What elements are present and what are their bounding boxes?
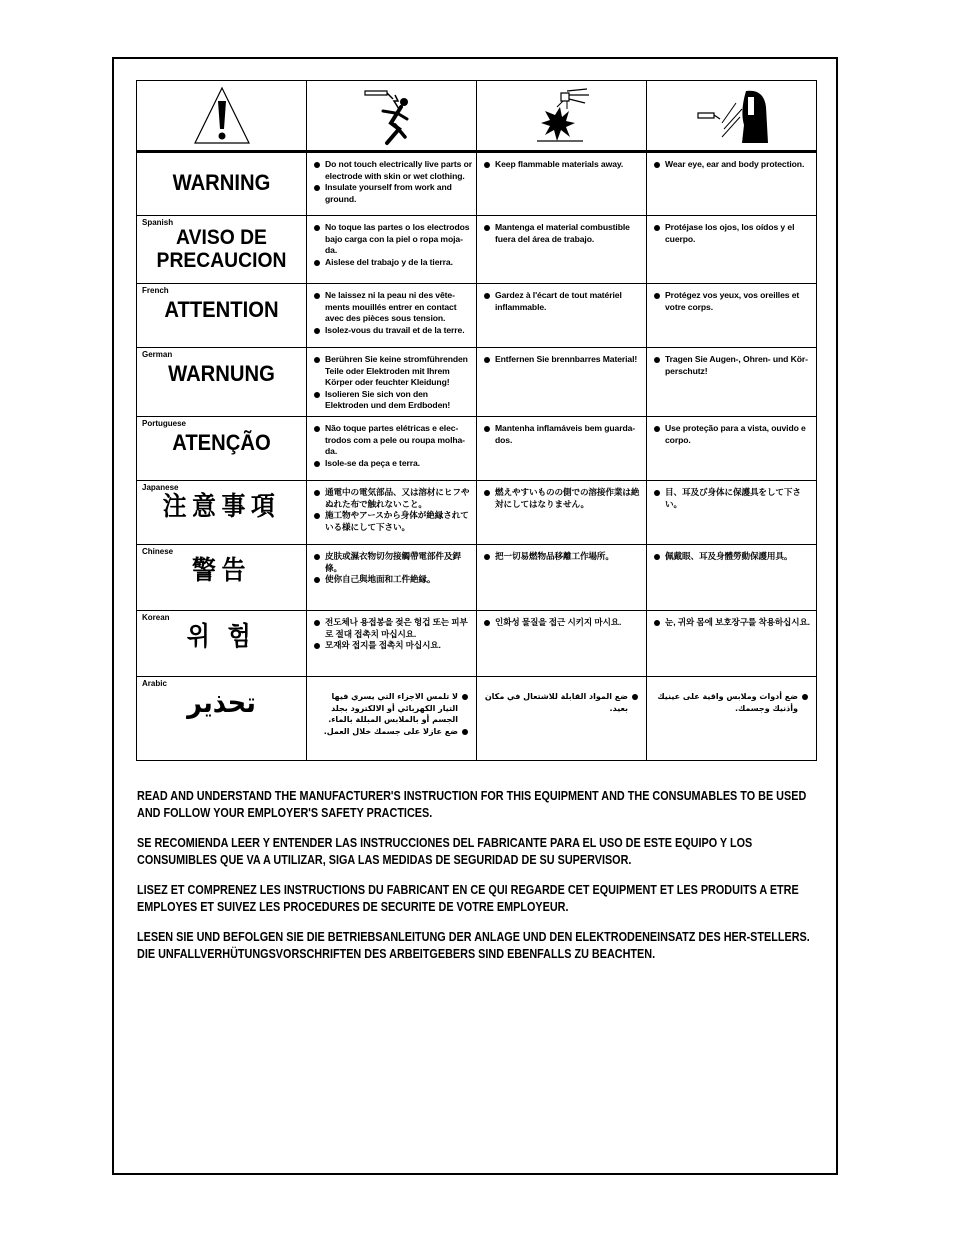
- bullet-list: [477, 545, 646, 567]
- bullet-item: Mantenga el material combustible fuera del área de trabajo.: [483, 222, 642, 245]
- protection-warning-cell: [647, 152, 817, 216]
- shock-warning-cell: [307, 216, 477, 284]
- warning-row: [137, 480, 817, 544]
- warning-row: [137, 676, 817, 760]
- bullet-item: 目、耳及び身体に保護具をして下さい。: [653, 487, 812, 510]
- bullet-list: [477, 284, 646, 317]
- warning-title: ATENÇÃO: [172, 429, 271, 455]
- bullet-list: [647, 284, 816, 317]
- title-cell: [137, 284, 307, 348]
- bullet-item: ضع عازلا على جسمك خلال العمل.: [311, 726, 468, 738]
- instruction-paragraph: SE RECOMIENDA LEER Y ENTENDER LAS INSTRUCCIONES DEL FABRICANTE PARA EL USO DE ESTE EQUIPO Y LOS CONSUMIBLES QUE VA A UTILIZAR, SIGA LAS MEDIDAS DE SEGURIDAD DE SU SUPERVISOR.: [137, 836, 753, 867]
- fire-explosion-cell: [477, 81, 647, 152]
- bullet-item: Tragen Sie Augen-, Ohren- und Kör-perschutz!: [653, 354, 812, 377]
- warning-row: [137, 216, 817, 284]
- bullet-list: [647, 216, 816, 249]
- bullet-item: Isole-se da peça e terra.: [313, 458, 472, 470]
- bullet-item: 通電中の電気部品、又は溶材にヒフやぬれた布で触れないこと。: [313, 487, 472, 510]
- fire-warning-cell: [477, 216, 647, 284]
- bullet-list: [307, 677, 476, 741]
- warning-row: [137, 152, 817, 216]
- protection-warning-cell: [647, 216, 817, 284]
- bullet-item: 인화성 물질을 접근 시키지 마시요.: [483, 617, 642, 629]
- bullet-item: 눈, 귀와 몸에 보호장구를 착용하십시요.: [653, 617, 812, 629]
- fire-warning-cell: [477, 480, 647, 544]
- bullet-list: [647, 348, 816, 381]
- fire-warning-cell: [477, 544, 647, 610]
- language-label: Korean: [142, 612, 170, 622]
- shock-warning-cell: [307, 676, 477, 760]
- bullet-item: Não toque partes elétricas e elec-trodos com a pele ou roupa molha-da.: [313, 423, 472, 458]
- bullet-list: [307, 216, 476, 272]
- bullet-item: 皮肤或濕衣物切勿接觸帶電部件及銲條。: [313, 551, 472, 574]
- title-cell: [137, 480, 307, 544]
- shock-warning-cell: [307, 544, 477, 610]
- language-label: French: [142, 286, 169, 295]
- bullet-list: [307, 153, 476, 209]
- title-cell: [137, 348, 307, 417]
- bullet-list: [647, 153, 816, 175]
- bullet-list: [647, 611, 816, 633]
- bullet-item: 佩戴眼、耳及身體勞動保護用具。: [653, 551, 812, 563]
- protection-warning-cell: [647, 610, 817, 676]
- bullet-list: [307, 417, 476, 473]
- bullet-item: ضع المواد القابلة للاشتعال في مكان بعيد.: [481, 691, 638, 714]
- instruction-paragraph: LESEN SIE UND BEFOLGEN SIE DIE BETRIEBSANLEITUNG DER ANLAGE UND DEN ELEKTRODENEINSATZ DES HER-STELLERS. DIE UNFALLVERHÜTUNGSVORSCHRIFTEN DES ARBEITGEBERS SIND EBENFALLS ZU BEACHTEN.: [137, 930, 810, 961]
- title-cell: [137, 610, 307, 676]
- safety-warning-table: [136, 80, 817, 761]
- title-cell: [137, 544, 307, 610]
- electric-shock-icon: [357, 85, 427, 147]
- bullet-list: [477, 216, 646, 249]
- bullet-item: 燃えやすいものの側での溶接作業は絶対にしてはなりません。: [483, 487, 642, 510]
- bullet-item: Insulate yourself from work and ground.: [313, 182, 472, 205]
- bullet-list: [307, 481, 476, 537]
- fire-warning-cell: [477, 284, 647, 348]
- bullet-list: [647, 677, 816, 718]
- bullet-item: Protéjase los ojos, los oídos y el cuerpo.: [653, 222, 812, 245]
- shock-warning-cell: [307, 348, 477, 417]
- fire-warning-cell: [477, 676, 647, 760]
- bullet-list: [307, 284, 476, 340]
- fire-warning-cell: [477, 416, 647, 480]
- fire-warning-cell: [477, 348, 647, 417]
- bullet-list: [477, 348, 646, 370]
- eye-protection-icon: [692, 85, 772, 147]
- bullet-item: 施工物やアースから身体が絶縁されている様にして下さい。: [313, 510, 472, 533]
- shock-warning-cell: [307, 416, 477, 480]
- bullet-item: Isolieren Sie sich von den Elektroden und dem Erdboden!: [313, 389, 472, 412]
- title-cell: [137, 152, 307, 216]
- instruction-paragraph: READ AND UNDERSTAND THE MANUFACTURER'S INSTRUCTION FOR THIS EQUIPMENT AND THE CONSUMABLES TO BE USED AND FOLLOW YOUR EMPLOYER'S SAFETY PRACTICES.: [137, 789, 807, 820]
- fire-warning-cell: [477, 610, 647, 676]
- language-label: Spanish: [142, 218, 174, 227]
- warning-row: [137, 416, 817, 480]
- bullet-item: 모재와 접지를 접촉치 마십시요.: [313, 640, 472, 652]
- warning-triangle-cell: [137, 81, 307, 152]
- icon-row: [137, 81, 817, 152]
- bullet-item: Protégez vos yeux, vos oreilles et votre corps.: [653, 290, 812, 313]
- bullet-list: [477, 417, 646, 450]
- warning-row: [137, 610, 817, 676]
- warning-title: ATTENTION: [164, 297, 279, 322]
- language-label: Arabic: [142, 678, 167, 688]
- protection-warning-cell: [647, 544, 817, 610]
- fire-explosion-icon: [527, 85, 597, 147]
- warning-row: [137, 348, 817, 417]
- warning-triangle-icon: [192, 85, 252, 147]
- shock-warning-cell: [307, 152, 477, 216]
- bullet-item: Entfernen Sie brennbarres Material!: [483, 354, 642, 366]
- instruction-paragraph: LISEZ ET COMPRENEZ LES INSTRUCTIONS DU FABRICANT EN CE QUI REGARDE CET EQUIPMENT ET LES PRODUITS A ETRE EMPLOYES ET SUIVEZ LES PROCEDURES DE SECURITE DE VOTRE EMPLOYEUR.: [137, 883, 799, 914]
- warning-title: 警告: [192, 554, 251, 585]
- bullet-item: Ne laissez ni la peau ni des vête-ments mouillés entrer en contact avec des pièces sous tension.: [313, 290, 472, 325]
- language-label: Chinese: [142, 546, 174, 556]
- bullet-item: لا تلمس الاجزاء التي يسري فيها التيار الكهربائي أو الالكترود بجلد الجسم أو بالملابس المبللة بالماء.: [311, 691, 468, 726]
- protection-warning-cell: [647, 676, 817, 760]
- bullet-item: Aislese del trabajo y de la tierra.: [313, 257, 472, 269]
- shock-warning-cell: [307, 284, 477, 348]
- language-label: Portuguese: [142, 418, 187, 428]
- warning-title: WARNING: [172, 170, 271, 195]
- bullet-item: 전도체나 용접봉을 젖은 헝겁 또는 피부로 절대 접촉치 마십시요.: [313, 617, 472, 640]
- warning-title: 注意事項: [162, 490, 281, 521]
- warning-title: 위 험: [186, 620, 257, 651]
- language-label: German: [142, 350, 173, 359]
- bullet-list: [647, 545, 816, 567]
- bullet-list: [307, 348, 476, 416]
- bullet-item: ضع أدوات وملابس واقية على عينيك وأذنيك وجسمك.: [651, 691, 808, 714]
- title-cell: [137, 676, 307, 760]
- title-cell: [137, 216, 307, 284]
- bullet-list: [647, 417, 816, 450]
- bullet-list: [477, 611, 646, 633]
- bullet-list: [647, 481, 816, 514]
- warning-row: [137, 544, 817, 610]
- fire-warning-cell: [477, 152, 647, 216]
- eye-protection-cell: [647, 81, 817, 152]
- bullet-item: Keep flammable materials away.: [483, 159, 642, 171]
- bullet-list: [477, 153, 646, 175]
- bullet-item: Do not touch electrically live parts or electrode with skin or wet clothing.: [313, 159, 472, 182]
- bullet-list: [477, 481, 646, 514]
- protection-warning-cell: [647, 416, 817, 480]
- title-cell: [137, 416, 307, 480]
- bullet-item: Mantenha inflamáveis bem guarda-dos.: [483, 423, 642, 446]
- bullet-item: No toque las partes o los electrodos bajo carga con la piel o ropa moja-da.: [313, 222, 472, 257]
- warning-title: AVISO DE PRECAUCION: [156, 226, 287, 272]
- bullet-item: Wear eye, ear and body protection.: [653, 159, 812, 171]
- bullet-item: Gardez à l'écart de tout matériel inflammable.: [483, 290, 642, 313]
- bullet-item: Berühren Sie keine stromführenden Teile oder Elektroden mit Ihrem Körper oder feuchter Kleidung!: [313, 354, 472, 389]
- bullet-item: 把一切易燃物品移離工作場所。: [483, 551, 642, 563]
- warning-title: تحذير: [187, 685, 256, 719]
- shock-warning-cell: [307, 610, 477, 676]
- instruction-notes: [137, 788, 827, 976]
- protection-warning-cell: [647, 284, 817, 348]
- bullet-list: [307, 545, 476, 590]
- protection-warning-cell: [647, 348, 817, 417]
- warning-row: [137, 284, 817, 348]
- shock-warning-cell: [307, 480, 477, 544]
- protection-warning-cell: [647, 480, 817, 544]
- electric-shock-cell: [307, 81, 477, 152]
- bullet-item: 使你自己與地面和工件絶縁。: [313, 574, 472, 586]
- bullet-list: [477, 677, 646, 718]
- bullet-item: Use proteção para a vista, ouvido e corpo.: [653, 423, 812, 446]
- language-label: Japanese: [142, 482, 179, 492]
- bullet-item: Isolez-vous du travail et de la terre.: [313, 325, 472, 337]
- bullet-list: [307, 611, 476, 656]
- warning-title: WARNUNG: [168, 361, 275, 386]
